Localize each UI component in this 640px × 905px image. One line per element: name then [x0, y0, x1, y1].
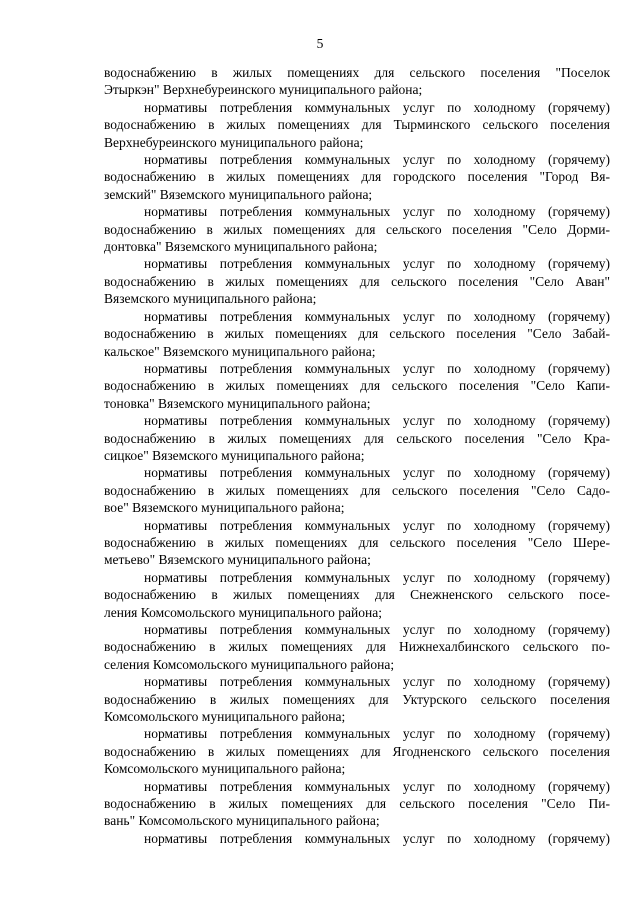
text-line: водоснабжению в жилых помещениях для сельского поселения "Поселок — [104, 65, 610, 80]
text-line: водоснабжению в жилых помещениях для сельского поселения "Село Шере- — [104, 534, 610, 550]
text-line: водоснабжению в жилых помещениях для Тырминского сельского поселения — [104, 117, 610, 133]
text-line: нормативы потребления коммунальных услуг по холодному (горячему) — [144, 99, 610, 115]
text-line: сицкое" Вяземского муниципального района; — [104, 447, 365, 463]
text-line: вань" Комсомольского муниципального района; — [104, 813, 380, 829]
text-line: нормативы потребления коммунальных услуг по холодному (горячему) — [144, 569, 610, 585]
text-line: кальское" Вяземского муниципального района; — [104, 343, 376, 359]
paragraph — [104, 830, 610, 847]
paragraph — [104, 725, 610, 777]
paragraph — [104, 569, 610, 621]
paragraph — [104, 203, 610, 255]
text-line: нормативы потребления коммунальных услуг по холодному (горячему) — [144, 204, 610, 220]
paragraph — [104, 464, 610, 516]
paragraph — [104, 360, 610, 412]
text-line: водоснабжению в жилых помещениях для сельского поселения "Село Кра- — [104, 430, 610, 446]
text-line: водоснабжению в жилых помещениях для сельского поселения "Село Забай- — [104, 326, 610, 342]
text-line: водоснабжению в жилых помещениях для Ягодненского сельского поселения — [104, 743, 610, 759]
paragraph — [104, 778, 610, 830]
paragraph — [104, 412, 610, 464]
text-line: ления Комсомольского муниципального района; — [104, 604, 382, 620]
paragraph — [104, 64, 610, 99]
text-line: земский" Вяземского муниципального района; — [104, 186, 373, 202]
paragraph — [104, 621, 610, 673]
text-line: вое" Вяземского муниципального района; — [104, 500, 345, 516]
text-line: нормативы потребления коммунальных услуг по холодному (горячему) — [144, 830, 610, 846]
text-line: нормативы потребления коммунальных услуг по холодному (горячему) — [144, 622, 610, 637]
text-line: метьево" Вяземского муниципального района; — [104, 552, 371, 568]
text-line: нормативы потребления коммунальных услуг по холодному (горячему) — [144, 465, 610, 481]
text-line: нормативы потребления коммунальных услуг по холодному (горячему) — [144, 517, 610, 533]
text-line: нормативы потребления коммунальных услуг по холодному (горячему) — [144, 674, 610, 690]
text-line: нормативы потребления коммунальных услуг по холодному (горячему) — [144, 413, 610, 429]
text-line: Комсомольского муниципального района; — [104, 761, 346, 777]
text-line: тоновка" Вяземского муниципального района; — [104, 395, 371, 411]
paragraph — [104, 255, 610, 307]
text-line: Комсомольского муниципального района; — [104, 709, 346, 725]
text-line: водоснабжению в жилых помещениях для сельского поселения "Село Дорми- — [104, 221, 610, 237]
text-line: нормативы потребления коммунальных услуг по холодному (горячему) — [144, 256, 610, 272]
paragraph — [104, 151, 610, 203]
text-line: водоснабжению в жилых помещениях для сельского поселения "Село Аван" — [104, 273, 610, 289]
text-line: Этыркэн" Верхнебуреинского муниципального района; — [104, 82, 423, 98]
text-line: водоснабжению в жилых помещениях для сельского поселения "Село Капи- — [104, 378, 610, 394]
paragraph — [104, 99, 610, 151]
text-line: водоснабжению в жилых помещениях для Снежненского сельского посе- — [104, 587, 610, 603]
text-line: водоснабжению в жилых помещениях для сельского поселения "Село Пи- — [104, 796, 610, 812]
text-line: нормативы потребления коммунальных услуг по холодному (горячему) — [144, 778, 610, 794]
text-line: водоснабжению в жилых помещениях для Уктурского сельского поселения — [104, 691, 610, 707]
text-line: нормативы потребления коммунальных услуг по холодному (горячему) — [144, 152, 610, 168]
text-line: нормативы потребления коммунальных услуг по холодному (горячему) — [144, 360, 610, 376]
text-line: водоснабжению в жилых помещениях для сельского поселения "Село Садо- — [104, 482, 610, 498]
text-line: Верхнебуреинского муниципального района; — [104, 134, 364, 150]
text-line: нормативы потребления коммунальных услуг по холодному (горячему) — [144, 726, 610, 742]
text-line: водоснабжению в жилых помещениях для Нижнехалбинского сельского по- — [104, 639, 610, 655]
text-line: водоснабжению в жилых помещениях для городского поселения "Город Вя- — [104, 169, 610, 185]
text-line: селения Комсомольского муниципального района; — [104, 656, 395, 672]
text-line: Вяземского муниципального района; — [104, 291, 317, 307]
text-line: донтовка" Вяземского муниципального района; — [104, 239, 378, 255]
page-number: 5 — [316, 36, 324, 51]
paragraph — [104, 308, 610, 360]
document-body — [104, 64, 610, 847]
paragraph — [104, 673, 610, 725]
text-line: нормативы потребления коммунальных услуг по холодному (горячему) — [144, 308, 610, 324]
paragraph — [104, 517, 610, 569]
